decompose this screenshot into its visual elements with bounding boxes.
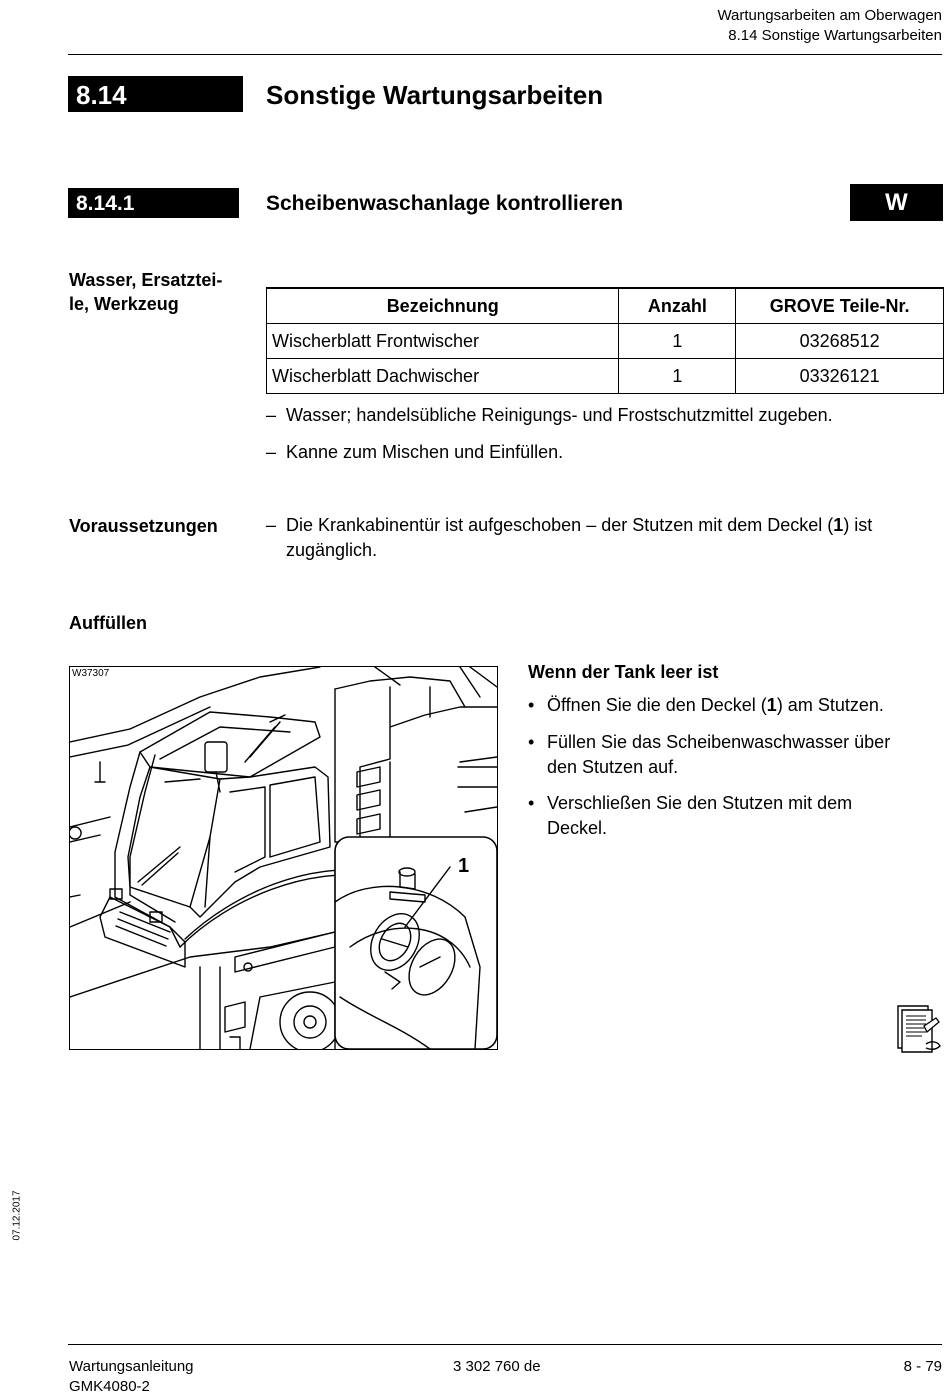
prerequisite-line2: zugänglich. (286, 540, 378, 560)
table-cell: Wischerblatt Dachwischer (267, 359, 619, 394)
fill-subheading: Wenn der Tank leer ist (528, 662, 719, 682)
instruction-step (528, 791, 938, 841)
table-cell: 1 (619, 359, 736, 394)
table-row (267, 359, 944, 394)
crane-cab-drawing (70, 667, 497, 1049)
item-reference: 1 (833, 515, 844, 535)
fill-heading: Auffüllen (69, 613, 147, 633)
dash-marker: – (266, 515, 277, 535)
column-header: Bezeichnung (267, 288, 619, 324)
table-cell: 03268512 (736, 324, 944, 359)
prerequisite-line1 (286, 513, 938, 538)
prerequisite-text: Die Krankabinentür ist aufgeschoben – der Stutzen mit dem Deckel ( (286, 515, 834, 535)
page-number: 8 - 79 (903, 1358, 942, 1375)
step-text: ) am Stutzen. (776, 695, 884, 715)
materials-label-line1: Wasser, Ersatztei- (69, 270, 223, 290)
materials-label (69, 268, 222, 316)
header-section: 8.14 Sonstige Wartungsarbeiten (728, 27, 942, 44)
prerequisite-text: ) ist (843, 515, 873, 535)
step-text: Verschließen Sie den Stutzen mit dem (547, 793, 853, 813)
manual-reference-icon (896, 1004, 942, 1059)
instruction-step (528, 693, 938, 718)
footer-model: GMK4080-2 (69, 1378, 150, 1395)
step-text: Öffnen Sie die den Deckel ( (547, 695, 767, 715)
interval-badge: W (850, 184, 943, 221)
materials-label-line2: le, Werkzeug (69, 294, 179, 314)
step-text: den Stutzen auf. (547, 757, 679, 777)
prerequisites-label: Voraussetzungen (69, 516, 218, 536)
note-text: Wasser; handelsübliche Reinigungs- und Frostschutzmittel zugeben. (286, 405, 833, 425)
print-date: 07.12.2017 (11, 1190, 23, 1241)
subsection-title: Scheibenwaschanlage kontrollieren (266, 192, 624, 215)
note-text: Kanne zum Mischen und Einfüllen. (286, 442, 564, 462)
item-reference: 1 (766, 695, 777, 715)
note-item (266, 440, 563, 465)
header-chapter: Wartungsarbeiten am Oberwagen (717, 7, 942, 24)
footer-document-number: 3 302 760 de (453, 1358, 541, 1375)
table-cell: 03326121 (736, 359, 944, 394)
figure-id: W37307 (72, 668, 110, 679)
instruction-step (528, 730, 938, 780)
section-title: Sonstige Wartungsarbeiten (266, 80, 604, 110)
dash-marker: – (266, 442, 277, 462)
subsection-number: 8.14.1 (68, 188, 239, 218)
column-header: Anzahl (619, 288, 736, 324)
crane-cab-illustration (69, 666, 498, 1050)
column-header: GROVE Teile-Nr. (736, 288, 944, 324)
footer-left (69, 1357, 194, 1397)
parts-table (266, 287, 944, 394)
step-text: Deckel. (547, 818, 608, 838)
table-header-row (267, 288, 944, 324)
bullet-marker: • (528, 732, 535, 752)
table-cell: Wischerblatt Frontwischer (267, 324, 619, 359)
bullet-marker: • (528, 695, 535, 715)
table-row (267, 324, 944, 359)
footer-manual-name: Wartungsanleitung (69, 1358, 194, 1375)
running-header (717, 6, 942, 46)
header-rule (68, 54, 942, 55)
note-item (266, 403, 833, 428)
prerequisite-item (266, 513, 938, 563)
table-cell: 1 (619, 324, 736, 359)
section-number: 8.14 (68, 76, 243, 112)
footer-rule (68, 1344, 942, 1345)
dash-marker: – (266, 405, 277, 425)
bullet-marker: • (528, 793, 535, 813)
step-text: Füllen Sie das Scheibenwaschwasser über (547, 732, 891, 752)
callout-label: 1 (458, 855, 470, 877)
